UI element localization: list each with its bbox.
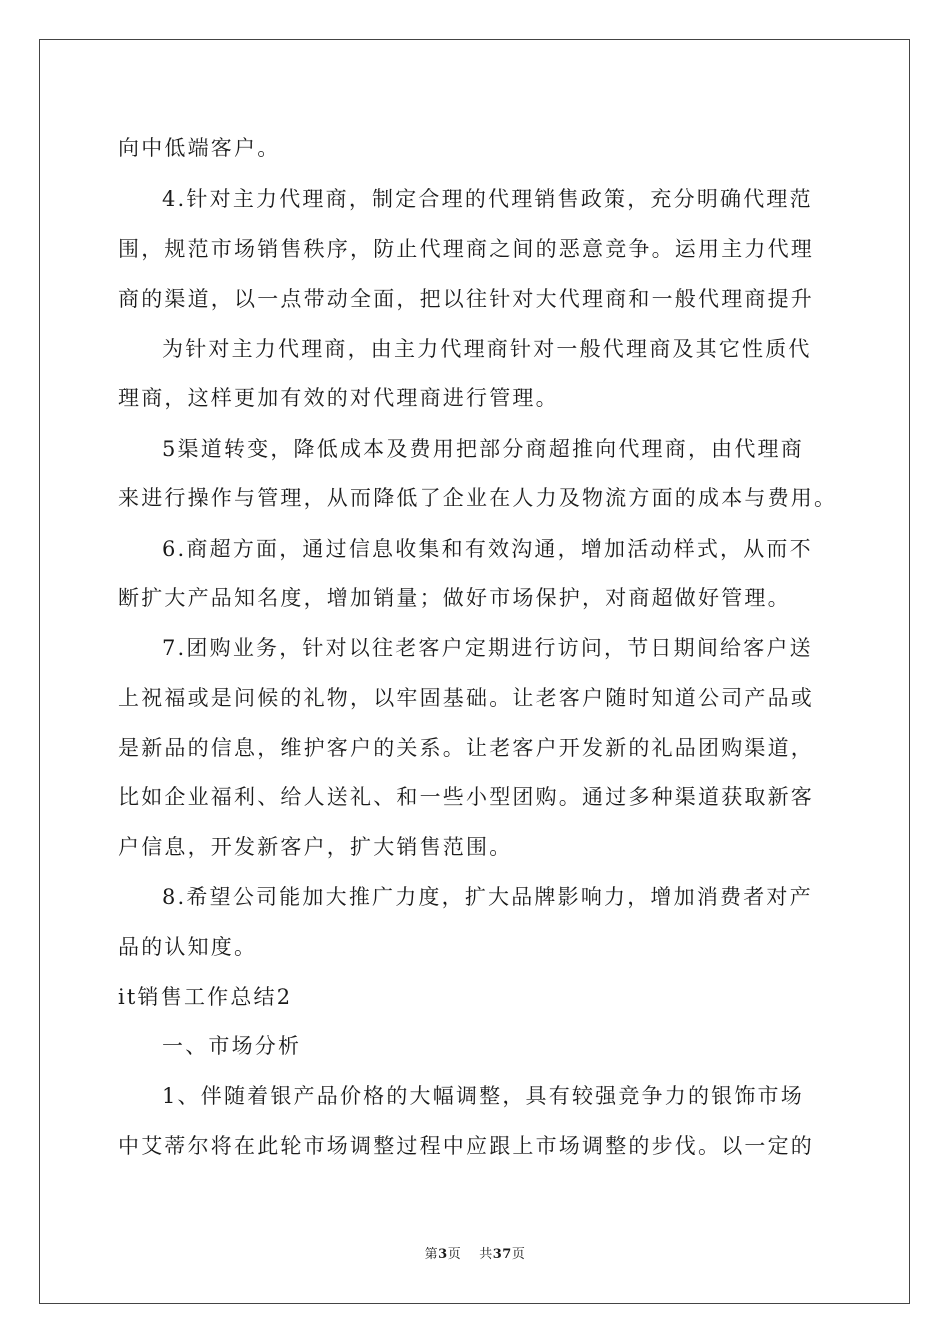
text-line: 1、伴随着银产品价格的大幅调整，具有较强竞争力的银饰市场 <box>162 1084 804 1108</box>
text-line: 6.商超方面，通过信息收集和有效沟通，增加活动样式，从而不 <box>162 537 813 561</box>
total-pages: 37 <box>492 1247 512 1262</box>
page-border <box>39 39 910 1304</box>
text-line: 户信息，开发新客户，扩大销售范围。 <box>118 835 513 859</box>
page-prefix: 第 <box>424 1247 439 1262</box>
page-footer <box>0 1246 950 1264</box>
text-line: 比如企业福利、给人送礼、和一些小型团购。通过多种渠道获取新客 <box>118 785 814 809</box>
total-prefix: 共 <box>479 1247 493 1262</box>
subsection-heading: 一、市场分析 <box>162 1034 302 1058</box>
text-line: 围，规范市场销售秩序，防止代理商之间的恶意竞争。运用主力代理 <box>118 237 814 261</box>
text-line: 理商，这样更加有效的对代理商进行管理。 <box>118 386 559 410</box>
text-line: 为针对主力代理商，由主力代理商针对一般代理商及其它性质代 <box>162 337 812 361</box>
section-heading: it销售工作总结2 <box>118 985 293 1009</box>
page-number: 3 <box>438 1247 448 1262</box>
text-line: 5渠道转变，降低成本及费用把部分商超推向代理商，由代理商 <box>162 437 804 461</box>
text-line: 来进行操作与管理，从而降低了企业在人力及物流方面的成本与费用。 <box>118 486 838 510</box>
page-suffix: 页 <box>447 1247 462 1262</box>
text-line: 8.希望公司能加大推广力度，扩大品牌影响力，增加消费者对产 <box>162 885 813 909</box>
text-line: 4.针对主力代理商，制定合理的代理销售政策，充分明确代理范 <box>162 187 813 211</box>
total-suffix: 页 <box>511 1247 526 1262</box>
text-line: 上祝福或是问候的礼物，以牢固基础。让老客户随时知道公司产品或 <box>118 686 814 710</box>
text-line: 是新品的信息，维护客户的关系。让老客户开发新的礼品团购渠道， <box>118 736 814 760</box>
text-line: 商的渠道，以一点带动全面，把以往针对大代理商和一般代理商提升 <box>118 287 814 311</box>
text-line: 中艾蒂尔将在此轮市场调整过程中应跟上市场调整的步伐。以一定的 <box>118 1134 814 1158</box>
text-line: 向中低端客户。 <box>118 136 281 160</box>
text-line: 7.团购业务，针对以往老客户定期进行访问，节日期间给客户送 <box>162 636 813 660</box>
text-line: 断扩大产品知名度，增加销量；做好市场保护，对商超做好管理。 <box>118 586 791 610</box>
text-line: 品的认知度。 <box>118 935 258 959</box>
